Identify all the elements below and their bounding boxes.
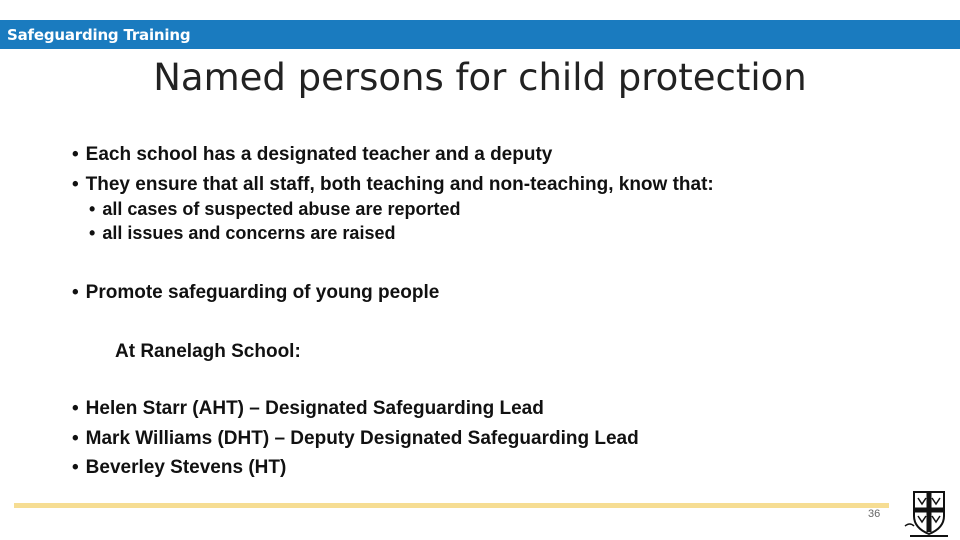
person-text: Beverley Stevens (HT) bbox=[85, 457, 287, 478]
bullet-icon: • bbox=[89, 223, 96, 243]
sub-bullet-text: all issues and concerns are raised bbox=[102, 223, 396, 243]
person-text: Helen Starr (AHT) – Designated Safeguarding Lead bbox=[85, 398, 544, 419]
header-bar bbox=[0, 20, 960, 49]
bullet-icon: • bbox=[72, 144, 79, 165]
sub-bullet-item bbox=[89, 223, 395, 244]
bullet-item bbox=[72, 282, 439, 304]
bullet-icon: • bbox=[72, 457, 79, 478]
sub-bullet-item bbox=[89, 199, 460, 220]
page-number: 36 bbox=[868, 508, 881, 520]
school-heading: At Ranelagh School: bbox=[115, 341, 301, 362]
bullet-icon: • bbox=[89, 199, 96, 219]
slide-title: Named persons for child protection bbox=[153, 56, 807, 99]
person-text: Mark Williams (DHT) – Deputy Designated Safeguarding Lead bbox=[85, 428, 639, 449]
bullet-icon: • bbox=[72, 174, 79, 195]
person-item bbox=[72, 398, 544, 420]
school-crest-icon bbox=[904, 490, 954, 538]
bullet-text: Promote safeguarding of young people bbox=[85, 282, 440, 303]
header-label: Safeguarding Training bbox=[7, 26, 191, 44]
bullet-icon: • bbox=[72, 428, 79, 449]
bullet-icon: • bbox=[72, 282, 79, 303]
bullet-item bbox=[72, 144, 552, 166]
bullet-text: They ensure that all staff, both teaching and non-teaching, know that: bbox=[85, 174, 714, 195]
bullet-item bbox=[72, 174, 714, 196]
bullet-text: Each school has a designated teacher and a deputy bbox=[85, 144, 553, 165]
footer-divider bbox=[14, 503, 889, 508]
sub-bullet-text: all cases of suspected abuse are reported bbox=[102, 199, 461, 219]
bullet-icon: • bbox=[72, 398, 79, 419]
person-item bbox=[72, 428, 639, 450]
person-item bbox=[72, 457, 286, 479]
